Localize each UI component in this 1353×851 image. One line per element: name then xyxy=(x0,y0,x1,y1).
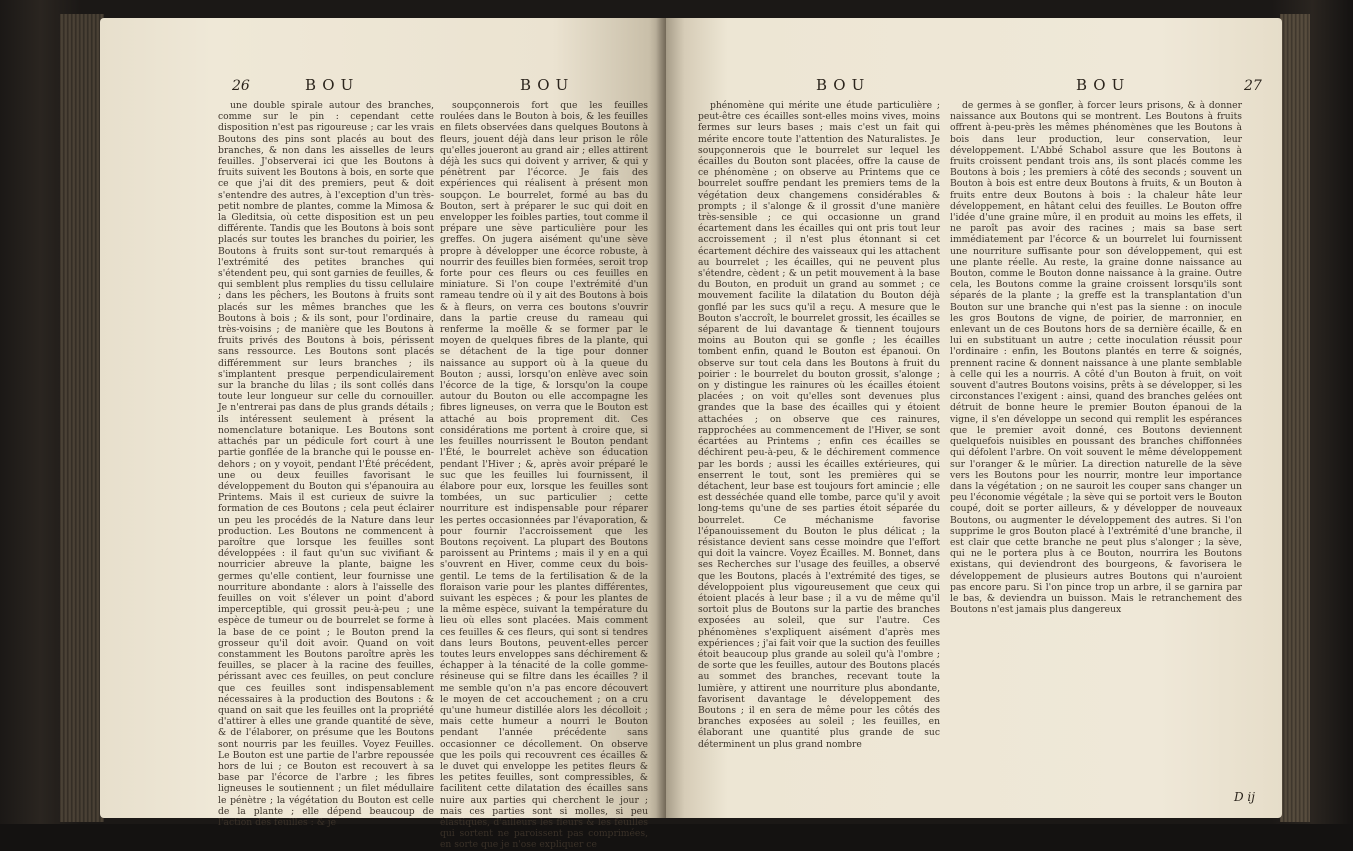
right-page xyxy=(666,18,1282,818)
right-page-column-2 xyxy=(950,100,1242,808)
signature-mark: D ij xyxy=(1234,790,1255,804)
right-column-1-text: phénomène qui mérite une étude particulière ; peut-être ces écailles sont-elles moins vives, moins fermes sur leurs bases ; mais c'est un fait qui mérite encore toute l'attention des Naturalistes. Je soupçonnerois que le bourrelet sur lequel les écailles du Bouton sont placées, offre la cause de ce phénomène ; on observe au Printems que ce bourrelet souffre pendant les premiers tems de la végétation deux changemens considérables & prompts ; il s'alonge & il grossit d'une manière très-sensible ; ce qui occasionne un grand écartement dans les écailles qui ont pris tout leur accroissement ; il n'est plus étonnant si cet écartement déchire des vaisseaux qui les attachent au bourrelet ; les écailles, qui ne peuvent plus s'étendre, cèdent ; & un petit mouvement à la base du Bouton, en produit un grand au sommet ; ce mouvement facilite la dilatation du Bouton déjà gonflé par les sucs qu'il a reçu. A mesure que le Bouton s'accroît, le bourrelet grossit, les écailles se séparent de lui davantage & tiennent toujours moins au Bouton qui se gonfle ; les écailles tombent enfin, quand le Bouton est épanoui. On observe sur tout cela dans les Boutons à fruit du poirier : le bourrelet du bouton grossit, s'alonge ; on y distingue les rainures où les écailles étoient placées ; on voit qu'elles sont devenues plus grandes que la base des écailles qui y étoient attachées ; on observe que ces rainures, rapprochées au commencement de l'Hiver, se sont écartées au Printems ; enfin ces écailles se déchirent peu-à-peu, & le déchirement commence par les bords ; aussi les écailles extérieures, qui enserrent le tout, sont les premières qui se détachent, leur base est toujours fort amincie ; elle est desséchée quand elle tombe, parce qu'il y avoit long-tems qu'une de ses parties étoit séparée du bourrelet. Ce méchanisme favorise l'épanouissement du Bouton le plus délicat ; la résistance devient sans cesse moindre que l'effort qui doit la vaincre. Voyez Écailles. M. Bonnet, dans ses Recherches sur l'usage des feuilles, a observé que les Boutons, placés à l'extrémité des tiges, se développoient plus vigoureusement que ceux qui étoient placés à leur base ; il a vu de même qu'il sortoit plus de Boutons sur la partie des branches exposées au soleil, que sur l'autre. Ces phénomènes s'expliquent aisément d'après mes expériences ; j'ai fait voir que la suction des feuilles étoit beaucoup plus grande au soleil qu'à l'ombre ; de sorte que les feuilles, autour des Boutons placés au sommet des branches, recevant toute la lumière, y attirent une nourriture plus abondante, favorisent davantage le développement des Boutons ; il en sera de même pour les côtés des branches exposées au soleil ; les feuilles, en élaborant une quantité plus grande de suc déterminent un plus grand nombre xyxy=(698,100,940,750)
book-left-edge xyxy=(60,14,104,822)
book-right-edge xyxy=(1280,14,1310,822)
left-column-2-text: soupçonnerois fort que les feuilles roulées dans le Bouton à bois, & les feuilles en filets observées dans quelques Boutons à fleurs, jouent déjà dans leur prison le rôle qu'elles joueront au grand air ; elles attirent déjà les sucs qui doivent y arriver, & qui y pénètrent par l'écorce. Je fais des expériences qui réalisent à présent mon soupçon. Le bourrelet, formé au bas du Bouton, sert à préparer le suc qui doit en envelopper les foibles parties, tout comme il prépare une sève particulière pour les greffes. On jugera aisément qu'une sève propre à développer une écorce robuste, à nourrir des feuilles bien formées, seroit trop forte pour ces fleurs ou ces feuilles en miniature. Si l'on coupe l'extrémité d'un rameau tendre où il y ait des Boutons à bois & à fleurs, on verra ces boutons s'ouvrir dans la partie creuse du rameau qui renferme la moëlle & se former par le moyen de quelques fibres de la plante, qui se détachent de la tige pour donner naissance au support où à la queue du Bouton ; aussi, lorsqu'on enlève avec soin l'écorce de la tige, & lorsqu'on la coupe autour du Bouton ou elle accompagne les fibres ligneuses, on verra que le Bouton est attaché au bois proprement dit. Ces considérations me portent à croire que, si les feuilles nourrissent le Bouton pendant l'Été, le bourrelet achève son éducation pendant l'Hiver ; &, après avoir préparé le suc que les feuilles lui fournissent, il élabore pour eux, lorsque les feuilles sont tombées, un suc particulier ; cette nourriture est indispensable pour réparer les pertes occasionnées par l'évaporation, & pour fournir l'accroissement que les Boutons reçoivent. La plupart des Boutons paroissent au Printems ; mais il y en a qui s'ouvrent en Hiver, comme ceux du bois-gentil. Le tems de la fertilisation & de la floraison varie pour les plantes différentes, suivant les espèces ; & pour les plantes de la même espèce, suivant la température du lieu où elles sont placées. Mais comment ces feuilles & ces fleurs, qui sont si tendres dans leurs Boutons, peuvent-elles percer toutes leurs enveloppes sans déchirement & échapper à la ténacité de la colle gomme-résineuse qui se filtre dans les écailles ? il me semble qu'on n'a pas encore découvert le moyen de cet accouchement ; on a cru qu'une humeur distillée alors les décolloit ; mais cette humeur a nourri le Bouton pendant l'année précédente sans occasionner ce décollement. On observe que les poils qui recouvrent ces écailles & le duvet qui enveloppe les petites fleurs & les petites feuilles, sont compressibles, & facilitent cette dilatation des écailles sans nuire aux parties qui cherchent le jour ; mais ces parties sont si molles, si peu élastiques, d'ailleurs les fleurs & les feuilles qui sortent ne paroissent pas comprimées, en sorte que je n'ose expliquer ce xyxy=(440,100,648,851)
left-running-head-1: BOU xyxy=(305,76,360,94)
left-column-1-text: une double spirale autour des branches, comme sur le pin : cependant cette disposition n'est pas rigoureuse ; car les vrais Boutons des pins sont placés au bout des branches, & non dans les aisselles de leurs feuilles. J'observerai ici que les Boutons à fruits suivent les Boutons à bois, en sorte que ce que j'ai dit des premiers, peut & doit s'entendre des autres, à l'exception d'un très-petit nombre de plantes, comme la Mimosa & la Gleditsia, où cette disposition est un peu différente. Tandis que les Boutons à bois sont placés sur toutes les branches du poirier, les Boutons à fruits sont sur-tout remarqués à l'extrémité des petites branches qui s'étendent peu, qui sont garnies de feuilles, & qui semblent plus remplies du tissu cellulaire ; dans les pêchers, les Boutons à fruits sont placés sur les mêmes branches que les Boutons à bois ; & ils sont, pour l'ordinaire, très-voisins ; de manière que les Boutons à fruits privés des Boutons à bois, périssent sans ressource. Les Boutons sont placés différemment sur leurs branches ; ils s'implantent presque perpendiculairement sur la branche du lilas ; ils sont collés dans toute leur longueur sur celle du cornouiller. Je n'entrerai pas dans de plus grands détails ; ils intéressent seulement à présent la nomenclature botanique. Les Boutons sont attachés par un pédicule fort court à une partie gonflée de la branche qui le pousse en-dehors ; on y voyoit, pendant l'Été précédent, une ou deux feuilles favorisant le développement du Bouton qui s'épanouira au Printems. Mais il est curieux de suivre la formation de ces Boutons ; cela peut éclairer un peu les procédés de la Nature dans leur production. Les Boutons ne commencent à paroître que lorsque les feuilles sont développées : il faut qu'un suc vivifiant & nourricier abreuve la plante, baigne les germes qu'elle contient, leur fournisse une nourriture abondante : alors à l'aisselle des feuilles on voit s'élever un point d'abord imperceptible, qui grossit peu-à-peu ; une espèce de tumeur ou de bourrelet se forme à la base de ce point ; le Bouton prend la grosseur qu'il doit avoir. Quand on voit constamment les Boutons paroître après les feuilles, se placer à la racine des feuilles, périssant avec ces feuilles, on peut conclure que ces feuilles sont indispensablement nécessaires à la production des Boutons : & quand on sait que les feuilles ont la propriété d'attirer à elles une grande quantité de sève, & de l'élaborer, on présume que les Boutons sont nourris par les feuilles. Voyez Feuilles. Le Bouton est une partie de l'arbre repoussée hors de lui ; ce Bouton est recouvert à sa base par l'écorce de l'arbre ; les fibres ligneuses le soutiennent ; un filet médullaire le pénètre ; la végétation du Bouton est celle de la plante ; elle dépend beaucoup de l'action des feuilles : & je xyxy=(218,100,434,828)
left-page-number: 26 xyxy=(232,78,250,94)
right-page-number: 27 xyxy=(1244,78,1262,94)
right-page-column-1 xyxy=(698,100,940,808)
left-page-column-2 xyxy=(440,100,648,851)
right-running-head-2: BOU xyxy=(1076,76,1131,94)
left-page-column-1 xyxy=(218,100,434,828)
right-column-2-text: de germes à se gonfler, à forcer leurs prisons, & à donner naissance aux Boutons qui se montrent. Les Boutons à fruits offrent à-peu-près les mêmes phénomènes que les Boutons à bois dans leur production, leur conservation, leur développement. L'Abbé Schabol assure que les Boutons à fruits croissent pendant trois ans, ils sont placés comme les Boutons à bois ; les premiers à côté des seconds ; souvent un Bouton à bois est entre deux Boutons à fruits, & un Bouton à fruits entre deux Boutons à bois : la chaleur hâte leur développement, en hâtant celui des feuilles. Le Bouton offre l'idée d'une graine mûre, il en produit au moins les effets, il ne paroît pas avoir des racines ; mais sa base sert immédiatement par l'écorce & un bourrelet lui fournissent une nourriture suffisante pour son développement, qui est une plante réelle. Au reste, la graine donne naissance au Bouton, comme le Bouton donne naissance à la graine. Outre cela, les Boutons comme la graine croissent lorsqu'ils sont séparés de la plante ; la greffe est la transplantation d'un Bouton sur une branche qui n'est pas la sienne : on inocule les gros Boutons de vigne, de poirier, de marronnier, en enlevant un de ces Boutons hors de sa dernière écaille, & en lui en substituant un autre ; cette inoculation réussit pour l'ordinaire : enfin, les Boutons plantés en terre & soignés, prennent racine & donnent naissance à une plante semblable à celle qui les a nourris. A côté d'un Bouton à fruit, on voit souvent d'autres Boutons voisins, prêts à se développer, si les circonstances l'exigent : ainsi, quand des branches gelées ont détruit de bonne heure le premier Bouton épanoui de la vigne, il s'en développe un second qui remplit les espérances que le premier avoit donné, ces Boutons deviennent quelquefois nuisibles en poussant des branches chiffonnées qui défolent l'arbre. On voit souvent le même développement sur l'oranger & le mûrier. La direction naturelle de la sève vers les Boutons pour les nourrir, montre leur importance dans la végétation ; on ne sauroit les couper sans changer un peu l'économie végétale ; la sève qui se portoit vers le Bouton coupé, doit se porter ailleurs, & y développer de nouveaux Boutons, ou augmenter le développement des autres. Si l'on supprime le gros Bouton placé à l'extrémité d'une branche, il est clair que cette branche ne peut plus s'alonger ; la sève, qui ne le portera plus à ce Bouton, nourrira les Boutons existans, qui deviendront des bourgeons, & favorisera le développement de plusieurs autres Boutons qui n'auroient pas encore paru. Si l'on pince trop un arbre, il se garnira par le bas, & deviendra un buisson. Mais le retranchement des Boutons n'est jamais plus dangereux xyxy=(950,100,1242,616)
left-page xyxy=(100,18,666,851)
right-running-head-1: BOU xyxy=(816,76,871,94)
left-running-head-2: BOU xyxy=(520,76,575,94)
